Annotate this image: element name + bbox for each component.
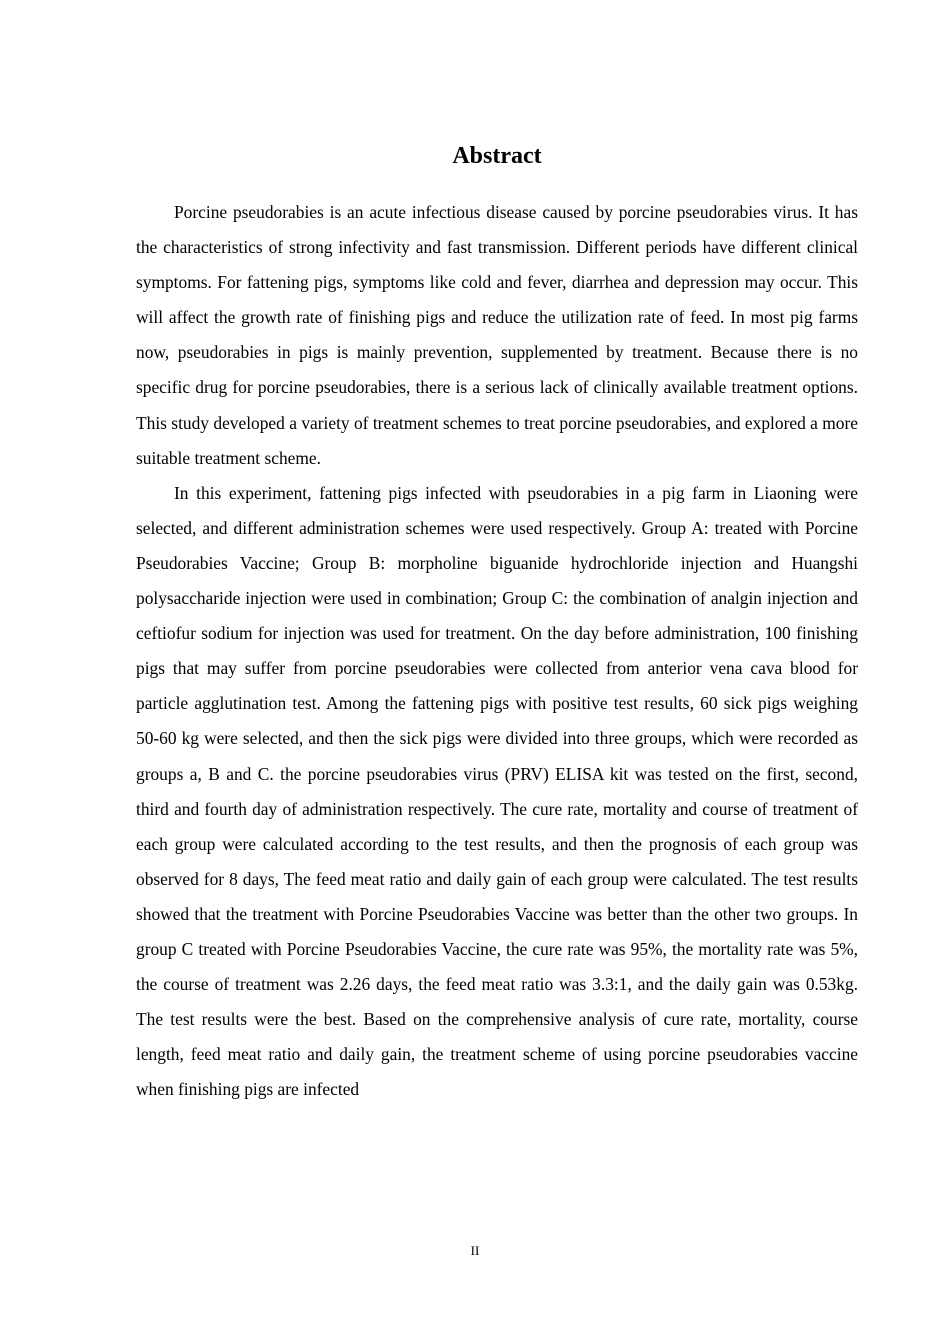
abstract-body — [136, 195, 858, 1107]
abstract-paragraph-2: In this experiment, fattening pigs infected with pseudorabies in a pig farm in Liaoning were selected, and different administration schemes were used respectively. Group A: treated with Porcine Pseudorabies Vaccine; Group B: morpholine biguanide hydrochloride injection and Huangshi polysaccharide injection were used in combination; Group C: the combination of analgin injection and ceftiofur sodium for injection was used for treatment. On the day before administration, 100 finishing pigs that may suffer from porcine pseudorabies were collected from anterior vena cava blood for particle agglutination test. Among the fattening pigs with positive test results, 60 sick pigs weighing 50-60 kg were selected, and then the sick pigs were divided into three groups, which were recorded as groups a, B and C. the porcine pseudorabies virus (PRV) ELISA kit was tested on the first, second, third and fourth day of administration respectively. The cure rate, mortality and course of treatment of each group were calculated according to the test results, and then the prognosis of each group was observed for 8 days, The feed meat ratio and daily gain of each group were calculated. The test results showed that the treatment with Porcine Pseudorabies Vaccine was better than the other two groups. In group C treated with Porcine Pseudorabies Vaccine, the cure rate was 95%, the mortality rate was 5%, the course of treatment was 2.26 days, the feed meat ratio was 3.3:1, and the daily gain was 0.53kg. The test results were the best. Based on the comprehensive analysis of cure rate, mortality, course length, feed meat ratio and daily gain, the treatment scheme of using porcine pseudorabies vaccine when finishing pigs are infected — [136, 482, 858, 1100]
abstract-paragraph-1: Porcine pseudorabies is an acute infectious disease caused by porcine pseudorabies virus. It has the characteristics of strong infectivity and fast transmission. Different periods have different clinical symptoms. For fattening pigs, symptoms like cold and fever, diarrhea and depression may occur. This will affect the growth rate of finishing pigs and reduce the utilization rate of feed. In most pig farms now, pseudorabies in pigs is mainly prevention, supplemented by treatment. Because there is no specific drug for porcine pseudorabies, there is a serious lack of clinically available treatment options. This study developed a variety of treatment schemes to treat porcine pseudorabies, and explored a more suitable treatment scheme. — [136, 202, 858, 468]
page-number: II — [470, 1243, 480, 1258]
abstract-heading: Abstract — [452, 143, 542, 169]
